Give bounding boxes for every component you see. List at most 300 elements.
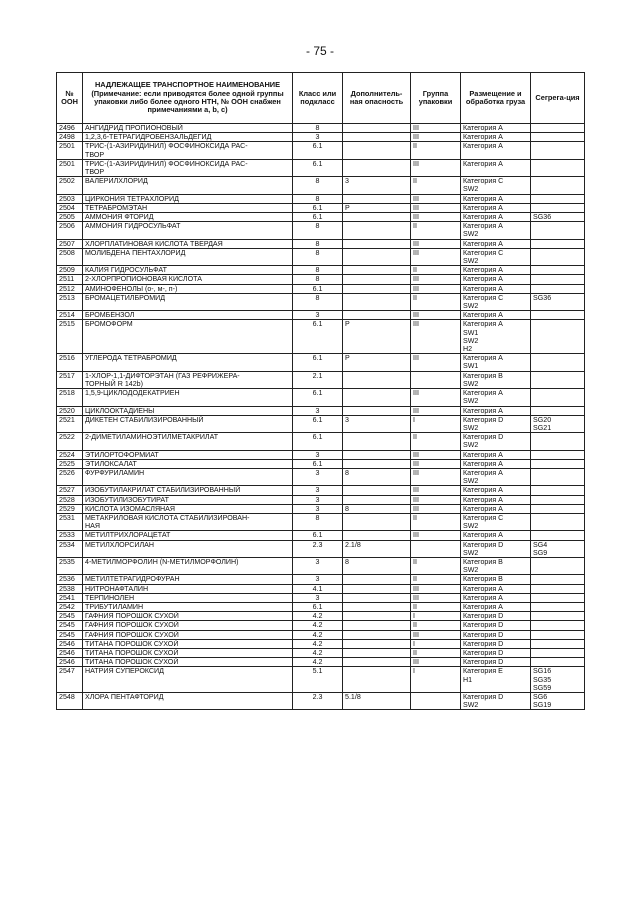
subsidiary-risk-cell bbox=[343, 531, 411, 540]
subsidiary-risk-cell bbox=[343, 450, 411, 459]
shipping-name-cell-line: 1,5,9-ЦИКЛОДОДЕКАТРИЕН bbox=[85, 389, 180, 398]
stowage-cell bbox=[461, 575, 531, 584]
table-row bbox=[57, 248, 585, 265]
stowage-cell bbox=[461, 658, 531, 667]
class-cell: 8 bbox=[293, 222, 343, 239]
stowage-cell-line: Категория D bbox=[463, 693, 504, 701]
class-cell: 6.1 bbox=[293, 203, 343, 212]
shipping-name-cell bbox=[83, 693, 293, 710]
class-cell: 4.2 bbox=[293, 612, 343, 621]
stowage-cell-line: Категория A bbox=[463, 459, 503, 468]
table-row bbox=[57, 693, 585, 710]
table-row bbox=[57, 602, 585, 611]
table-row bbox=[57, 133, 585, 142]
stowage-cell-line: Категория C bbox=[463, 293, 504, 302]
segregation-cell bbox=[531, 468, 585, 485]
shipping-name-cell-line: АММОНИЯ ГИДРОСУЛЬФАТ bbox=[85, 222, 181, 231]
stowage-cell bbox=[461, 248, 531, 265]
un-number-cell: 2546 bbox=[57, 658, 83, 667]
subsidiary-risk-cell bbox=[343, 575, 411, 584]
shipping-name-cell-line: КИСЛОТА ИЗОМАСЛЯНАЯ bbox=[85, 504, 176, 513]
segregation-cell bbox=[531, 311, 585, 320]
stowage-cell bbox=[461, 667, 531, 693]
shipping-name-cell bbox=[83, 159, 293, 176]
segregation-cell-line: SG59 bbox=[533, 683, 552, 692]
packing-group-cell: III bbox=[411, 275, 461, 284]
stowage-cell-line: Категория A bbox=[463, 133, 503, 142]
subsidiary-risk-cell: 8 bbox=[343, 557, 411, 574]
stowage-cell-line: SW2 bbox=[463, 701, 479, 710]
table-row bbox=[57, 239, 585, 248]
packing-group-cell: III bbox=[411, 248, 461, 265]
un-number-cell: 2545 bbox=[57, 630, 83, 639]
stowage-cell bbox=[461, 486, 531, 495]
stowage-cell bbox=[461, 194, 531, 203]
packing-group-cell: III bbox=[411, 504, 461, 513]
un-number-cell: 2504 bbox=[57, 203, 83, 212]
shipping-name-cell bbox=[83, 486, 293, 495]
subsidiary-risk-cell bbox=[343, 630, 411, 639]
segregation-cell bbox=[531, 639, 585, 648]
stowage-cell bbox=[461, 584, 531, 593]
shipping-name-cell-line: КАЛИЯ ГИДРОСУЛЬФАТ bbox=[85, 266, 167, 275]
shipping-name-cell-line: МЕТАКРИЛОВАЯ КИСЛОТА СТАБИЛИЗИРОВАН- bbox=[85, 513, 250, 522]
stowage-cell-line: Категория A bbox=[463, 389, 503, 398]
class-cell: 3 bbox=[293, 575, 343, 584]
shipping-name-cell-line: ЭТИЛОРТОФОРМИАТ bbox=[85, 450, 159, 459]
class-cell: 8 bbox=[293, 239, 343, 248]
shipping-name-cell bbox=[83, 584, 293, 593]
stowage-cell bbox=[461, 693, 531, 710]
shipping-name-cell bbox=[83, 415, 293, 432]
stowage-cell-line: SW2 bbox=[463, 423, 479, 432]
stowage-cell bbox=[461, 159, 531, 176]
shipping-name-cell bbox=[83, 266, 293, 275]
shipping-name-cell bbox=[83, 239, 293, 248]
subsidiary-risk-cell bbox=[343, 602, 411, 611]
class-cell: 3 bbox=[293, 495, 343, 504]
segregation-cell bbox=[531, 648, 585, 657]
stowage-cell-line: Категория A bbox=[463, 406, 503, 415]
shipping-name-cell-line: ТИТАНА ПОРОШОК СУХОЙ bbox=[85, 648, 179, 657]
un-number-cell: 2522 bbox=[57, 433, 83, 450]
un-number-cell: 2509 bbox=[57, 266, 83, 275]
shipping-name-cell-line: ГАФНИЯ ПОРОШОК СУХОЙ bbox=[85, 621, 179, 630]
subsidiary-risk-cell bbox=[343, 593, 411, 602]
packing-group-cell: I bbox=[411, 612, 461, 621]
shipping-name-cell bbox=[83, 177, 293, 194]
subsidiary-risk-cell bbox=[343, 213, 411, 222]
stowage-cell-line: SW2 bbox=[463, 566, 479, 575]
header-class: Класс или подкласс bbox=[293, 73, 343, 124]
shipping-name-cell bbox=[83, 275, 293, 284]
table-header-row bbox=[57, 73, 585, 124]
shipping-name-cell bbox=[83, 433, 293, 450]
segregation-cell bbox=[531, 658, 585, 667]
table-row bbox=[57, 658, 585, 667]
class-cell: 2.3 bbox=[293, 693, 343, 710]
shipping-name-cell bbox=[83, 450, 293, 459]
table-row bbox=[57, 213, 585, 222]
segregation-cell-line: SG36 bbox=[533, 293, 552, 302]
table-row bbox=[57, 266, 585, 275]
segregation-cell bbox=[531, 142, 585, 159]
packing-group-cell: III bbox=[411, 450, 461, 459]
packing-group-cell: I bbox=[411, 415, 461, 432]
shipping-name-cell bbox=[83, 630, 293, 639]
un-number-cell: 2518 bbox=[57, 389, 83, 406]
stowage-cell-line: Категория D bbox=[463, 630, 504, 639]
table-row bbox=[57, 531, 585, 540]
table-row bbox=[57, 495, 585, 504]
stowage-cell bbox=[461, 495, 531, 504]
class-cell: 6.1 bbox=[293, 459, 343, 468]
packing-group-cell: III bbox=[411, 593, 461, 602]
un-number-cell: 2505 bbox=[57, 213, 83, 222]
stowage-cell-line: Категория A bbox=[463, 239, 503, 248]
stowage-cell-line: Категория B bbox=[463, 557, 503, 566]
subsidiary-risk-cell bbox=[343, 266, 411, 275]
shipping-name-cell-line: ЦИКЛООКТАДИЕНЫ bbox=[85, 406, 155, 415]
class-cell: 4.2 bbox=[293, 658, 343, 667]
shipping-name-cell-line: ИЗОБУТИЛАКРИЛАТ СТАБИЛИЗИРОВАННЫЙ bbox=[85, 486, 241, 495]
shipping-name-cell bbox=[83, 495, 293, 504]
stowage-cell-line: Категория A bbox=[463, 320, 503, 329]
packing-group-cell: II bbox=[411, 621, 461, 630]
table-row bbox=[57, 371, 585, 388]
subsidiary-risk-cell bbox=[343, 284, 411, 293]
stowage-cell bbox=[461, 124, 531, 133]
packing-group-cell: II bbox=[411, 142, 461, 159]
subsidiary-risk-cell: 3 bbox=[343, 177, 411, 194]
packing-group-cell: III bbox=[411, 159, 461, 176]
shipping-name-cell-line: АНГИДРИД ПРОПИОНОВЫЙ bbox=[85, 124, 183, 132]
stowage-cell-line: Категория A bbox=[463, 284, 503, 293]
shipping-name-cell bbox=[83, 531, 293, 540]
table-row bbox=[57, 513, 585, 530]
segregation-cell bbox=[531, 593, 585, 602]
header-packing-group: Группа упаковки bbox=[411, 73, 461, 124]
shipping-name-cell-line: ТРИС-(1-АЗИРИДИНИЛ) ФОСФИНОКСИДА РАС- bbox=[85, 142, 248, 151]
un-number-cell: 2535 bbox=[57, 557, 83, 574]
subsidiary-risk-cell bbox=[343, 194, 411, 203]
class-cell: 3 bbox=[293, 557, 343, 574]
stowage-cell bbox=[461, 468, 531, 485]
segregation-cell bbox=[531, 266, 585, 275]
shipping-name-cell bbox=[83, 194, 293, 203]
un-number-cell: 2548 bbox=[57, 693, 83, 710]
stowage-cell-line: Категория D bbox=[463, 540, 504, 549]
stowage-cell bbox=[461, 415, 531, 432]
stowage-cell bbox=[461, 459, 531, 468]
stowage-cell-line: SW1 bbox=[463, 328, 479, 337]
stowage-cell bbox=[461, 557, 531, 574]
stowage-cell-line: SW2 bbox=[463, 257, 479, 266]
packing-group-cell: II bbox=[411, 575, 461, 584]
table-row bbox=[57, 630, 585, 639]
un-number-cell: 2498 bbox=[57, 133, 83, 142]
table-row bbox=[57, 557, 585, 574]
subsidiary-risk-cell: 3 bbox=[343, 415, 411, 432]
stowage-cell-line: Категория E bbox=[463, 667, 503, 676]
shipping-name-cell-line: МЕТИЛТЕТРАГИДРОФУРАН bbox=[85, 575, 180, 584]
class-cell: 8 bbox=[293, 266, 343, 275]
class-cell: 5.1 bbox=[293, 667, 343, 693]
class-cell: 3 bbox=[293, 504, 343, 513]
packing-group-cell bbox=[411, 540, 461, 557]
stowage-cell bbox=[461, 142, 531, 159]
un-number-cell: 2508 bbox=[57, 248, 83, 265]
packing-group-cell: III bbox=[411, 459, 461, 468]
stowage-cell-line: Категория A bbox=[463, 142, 503, 151]
segregation-cell bbox=[531, 486, 585, 495]
shipping-name-cell-line: ТИТАНА ПОРОШОК СУХОЙ bbox=[85, 658, 179, 667]
segregation-cell bbox=[531, 459, 585, 468]
table-row bbox=[57, 311, 585, 320]
shipping-name-cell-line: 1-ХЛОР-1,1-ДИФТОРЭТАН (ГАЗ РЕФРИЖЕРА- bbox=[85, 371, 240, 380]
un-number-cell: 2525 bbox=[57, 459, 83, 468]
un-number-cell: 2512 bbox=[57, 284, 83, 293]
un-number-cell: 2536 bbox=[57, 575, 83, 584]
packing-group-cell: II bbox=[411, 177, 461, 194]
shipping-name-cell-line: 2-ДИМЕТИЛАМИНОЭТИЛМЕТАКРИЛАТ bbox=[85, 433, 219, 442]
stowage-cell-line: Категория A bbox=[463, 584, 503, 593]
shipping-name-cell-line: НИТРОНАФТАЛИН bbox=[85, 584, 149, 593]
segregation-cell bbox=[531, 389, 585, 406]
segregation-cell-line: SG20 bbox=[533, 415, 552, 424]
shipping-name-cell-line: МЕТИЛТРИХЛОРАЦЕТАТ bbox=[85, 531, 171, 540]
shipping-name-cell-line: ЭТИЛОКСАЛАТ bbox=[85, 459, 137, 468]
shipping-name-cell bbox=[83, 406, 293, 415]
table-row bbox=[57, 194, 585, 203]
stowage-cell-line: Категория A bbox=[463, 194, 503, 203]
shipping-name-cell-line: УГЛЕРОДА ТЕТРАБРОМИД bbox=[85, 354, 177, 363]
shipping-name-cell bbox=[83, 213, 293, 222]
shipping-name-cell bbox=[83, 621, 293, 630]
page-number: - 75 - bbox=[305, 44, 334, 58]
subsidiary-risk-cell bbox=[343, 159, 411, 176]
packing-group-cell: III bbox=[411, 495, 461, 504]
stowage-cell-line: H2 bbox=[463, 345, 473, 354]
shipping-name-cell-line: ТРИБУТИЛАМИН bbox=[85, 602, 144, 611]
stowage-cell-line: SW2 bbox=[463, 185, 479, 194]
stowage-cell bbox=[461, 540, 531, 557]
class-cell: 2.1 bbox=[293, 371, 343, 388]
table-row bbox=[57, 203, 585, 212]
shipping-name-cell bbox=[83, 513, 293, 530]
shipping-name-cell-line: БРОМОФОРМ bbox=[85, 320, 133, 329]
stowage-cell bbox=[461, 203, 531, 212]
shipping-name-cell bbox=[83, 557, 293, 574]
subsidiary-risk-cell bbox=[343, 142, 411, 159]
un-number-cell: 2545 bbox=[57, 612, 83, 621]
shipping-name-cell bbox=[83, 371, 293, 388]
segregation-cell-line: SG21 bbox=[533, 423, 552, 432]
class-cell: 3 bbox=[293, 593, 343, 602]
class-cell: 3 bbox=[293, 468, 343, 485]
subsidiary-risk-cell bbox=[343, 389, 411, 406]
header-un-number: № ООН bbox=[57, 73, 83, 124]
stowage-cell-line: Категория A bbox=[463, 222, 503, 231]
stowage-cell-line: Категория A bbox=[463, 159, 503, 168]
stowage-cell bbox=[461, 648, 531, 657]
class-cell: 8 bbox=[293, 275, 343, 284]
shipping-name-cell bbox=[83, 311, 293, 320]
class-cell: 6.1 bbox=[293, 354, 343, 371]
segregation-cell bbox=[531, 557, 585, 574]
segregation-cell bbox=[531, 621, 585, 630]
class-cell: 3 bbox=[293, 311, 343, 320]
stowage-cell bbox=[461, 284, 531, 293]
packing-group-cell: III bbox=[411, 406, 461, 415]
shipping-name-cell-line: ТВОР bbox=[85, 168, 105, 177]
shipping-name-cell-line: ХЛОРПЛАТИНОВАЯ КИСЛОТА ТВЕРДАЯ bbox=[85, 239, 223, 248]
un-number-cell: 2506 bbox=[57, 222, 83, 239]
stowage-cell bbox=[461, 639, 531, 648]
segregation-cell bbox=[531, 450, 585, 459]
subsidiary-risk-cell bbox=[343, 513, 411, 530]
stowage-cell-line: Категория C bbox=[463, 513, 504, 522]
un-number-cell: 2515 bbox=[57, 320, 83, 354]
shipping-name-cell-line: ТРИС-(1-АЗИРИДИНИЛ) ФОСФИНОКСИДА РАС- bbox=[85, 159, 248, 168]
subsidiary-risk-cell bbox=[343, 612, 411, 621]
packing-group-cell: II bbox=[411, 433, 461, 450]
stowage-cell-line: Категория A bbox=[463, 311, 503, 320]
shipping-name-cell bbox=[83, 124, 293, 133]
class-cell: 6.1 bbox=[293, 320, 343, 354]
class-cell: 3 bbox=[293, 406, 343, 415]
subsidiary-risk-cell bbox=[343, 293, 411, 310]
packing-group-cell: III bbox=[411, 311, 461, 320]
stowage-cell-line: SW2 bbox=[463, 477, 479, 486]
shipping-name-cell-line: НАТРИЯ СУПЕРОКСИД bbox=[85, 667, 164, 676]
shipping-name-cell bbox=[83, 248, 293, 265]
stowage-cell bbox=[461, 593, 531, 602]
packing-group-cell: II bbox=[411, 648, 461, 657]
shipping-name-cell-line: ХЛОРА ПЕНТАФТОРИД bbox=[85, 693, 164, 701]
packing-group-cell: III bbox=[411, 486, 461, 495]
class-cell: 3 bbox=[293, 486, 343, 495]
class-cell: 2.3 bbox=[293, 540, 343, 557]
stowage-cell-line: Категория A bbox=[463, 275, 503, 284]
subsidiary-risk-cell bbox=[343, 239, 411, 248]
subsidiary-risk-cell: P bbox=[343, 354, 411, 371]
shipping-name-cell-line: ТЕРПИНОЛЕН bbox=[85, 593, 135, 602]
shipping-name-cell-line: ТИТАНА ПОРОШОК СУХОЙ bbox=[85, 639, 179, 648]
class-cell: 6.1 bbox=[293, 389, 343, 406]
stowage-cell-line: SW2 bbox=[463, 522, 479, 531]
segregation-cell bbox=[531, 495, 585, 504]
table-row bbox=[57, 639, 585, 648]
packing-group-cell: III bbox=[411, 124, 461, 133]
subsidiary-risk-cell bbox=[343, 406, 411, 415]
shipping-name-cell bbox=[83, 133, 293, 142]
segregation-cell bbox=[531, 406, 585, 415]
un-number-cell: 2496 bbox=[57, 124, 83, 133]
table-row bbox=[57, 459, 585, 468]
segregation-cell bbox=[531, 531, 585, 540]
stowage-cell bbox=[461, 222, 531, 239]
stowage-cell-line: Категория A bbox=[463, 124, 503, 132]
subsidiary-risk-cell bbox=[343, 658, 411, 667]
un-number-cell: 2520 bbox=[57, 406, 83, 415]
shipping-name-cell bbox=[83, 602, 293, 611]
segregation-cell bbox=[531, 540, 585, 557]
table-row bbox=[57, 124, 585, 133]
segregation-cell bbox=[531, 667, 585, 693]
stowage-cell bbox=[461, 266, 531, 275]
shipping-name-cell-line: ГАФНИЯ ПОРОШОК СУХОЙ bbox=[85, 630, 179, 639]
stowage-cell bbox=[461, 239, 531, 248]
packing-group-cell: III bbox=[411, 630, 461, 639]
stowage-cell-line: Категория B bbox=[463, 371, 503, 380]
segregation-cell-line: SG16 bbox=[533, 667, 552, 676]
packing-group-cell: III bbox=[411, 203, 461, 212]
un-number-cell: 2507 bbox=[57, 239, 83, 248]
table-row bbox=[57, 667, 585, 693]
stowage-cell-line: Категория B bbox=[463, 575, 503, 584]
table-row bbox=[57, 142, 585, 159]
stowage-cell bbox=[461, 311, 531, 320]
shipping-name-cell bbox=[83, 222, 293, 239]
stowage-cell-line: SW2 bbox=[463, 336, 479, 345]
subsidiary-risk-cell bbox=[343, 433, 411, 450]
class-cell: 4.2 bbox=[293, 630, 343, 639]
stowage-cell-line: H1 bbox=[463, 675, 473, 684]
stowage-cell-line: Категория A bbox=[463, 602, 503, 611]
un-number-cell: 2542 bbox=[57, 602, 83, 611]
segregation-cell bbox=[531, 133, 585, 142]
stowage-cell-line: Категория A bbox=[463, 486, 503, 495]
subsidiary-risk-cell bbox=[343, 124, 411, 133]
shipping-name-cell bbox=[83, 354, 293, 371]
header-segregation: Сегрега-ция bbox=[531, 73, 585, 124]
segregation-cell bbox=[531, 693, 585, 710]
subsidiary-risk-cell bbox=[343, 639, 411, 648]
un-number-cell: 2501 bbox=[57, 159, 83, 176]
packing-group-cell: II bbox=[411, 293, 461, 310]
segregation-cell-line: SG35 bbox=[533, 675, 552, 684]
class-cell: 4.1 bbox=[293, 584, 343, 593]
stowage-cell bbox=[461, 433, 531, 450]
segregation-cell bbox=[531, 354, 585, 371]
stowage-cell-line: Категория A bbox=[463, 354, 503, 363]
table-row bbox=[57, 575, 585, 584]
segregation-cell-line: SG6 bbox=[533, 693, 548, 701]
segregation-cell bbox=[531, 575, 585, 584]
class-cell: 8 bbox=[293, 177, 343, 194]
shipping-name-cell bbox=[83, 142, 293, 159]
shipping-name-cell bbox=[83, 468, 293, 485]
shipping-name-cell bbox=[83, 658, 293, 667]
un-number-cell: 2541 bbox=[57, 593, 83, 602]
shipping-name-cell-line: ДИКЕТЕН СТАБИЛИЗИРОВАННЫЙ bbox=[85, 415, 204, 424]
shipping-name-cell bbox=[83, 540, 293, 557]
stowage-cell-line: SW2 bbox=[463, 548, 479, 557]
subsidiary-risk-cell bbox=[343, 648, 411, 657]
segregation-cell bbox=[531, 222, 585, 239]
packing-group-cell: III bbox=[411, 354, 461, 371]
un-number-cell: 2534 bbox=[57, 540, 83, 557]
un-number-cell: 2514 bbox=[57, 311, 83, 320]
stowage-cell bbox=[461, 177, 531, 194]
stowage-cell-line: Категория D bbox=[463, 433, 504, 442]
segregation-cell bbox=[531, 602, 585, 611]
un-number-cell: 2503 bbox=[57, 194, 83, 203]
packing-group-cell: III bbox=[411, 584, 461, 593]
stowage-cell-line: SW2 bbox=[463, 302, 479, 311]
packing-group-cell: II bbox=[411, 513, 461, 530]
